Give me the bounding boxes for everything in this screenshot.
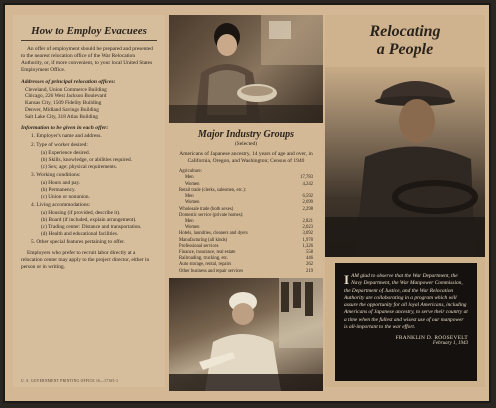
kitchen-photo-illustration (169, 15, 323, 123)
industry-row-label: Men (185, 218, 194, 224)
industry-row-value: 3,092 (302, 231, 313, 237)
industry-row-label: Hotels, laundries, cleaners and dyers (179, 231, 248, 237)
info-subitem: (b) Board (if included, explain arrangement). (41, 216, 137, 223)
roosevelt-quote (335, 263, 477, 381)
industry-row-label: Wholesale trade (both sexes) (179, 206, 234, 212)
industry-description: Americans of Japanese ancestry, 14 years of age and over, in California, Oregon, and Washington; Census of 1940 (179, 151, 313, 165)
info-heading: Information to be given in each offer: (21, 125, 109, 132)
industry-row-label: Domestic service (private homes): (179, 212, 244, 218)
industry-row-label: Women (185, 181, 200, 187)
industry-row-label: Agriculture: (179, 169, 202, 175)
quote-body: AM glad to observe that the War Department, the Navy Department, the War Manpower Commission, the Department of Justice, and the War Relocation Authority are collaborating in a program which will assure the opportunity for all loyal Americans, including Americans of Japanese ancestry, to serve their country at a time when the fullest and wisest use of our manpower is all-important to the war effort. (344, 273, 468, 331)
industry-row-value: 558 (305, 249, 313, 255)
cover-title-line2: a People (376, 41, 434, 59)
industry-row-label: Retail trade (clerks, salesmen, etc.): (179, 187, 247, 193)
closing-paragraph: Employers who prefer to recruit labor directly at a relocation center may apply to the project director, either in person or in writing. (21, 249, 150, 271)
info-subitem: (b) Permanency. (41, 186, 76, 193)
industry-row-value: 2,023 (302, 225, 313, 231)
left-panel (13, 15, 165, 387)
info-subitem: (a) Housing (if provided, describe it). (41, 209, 121, 216)
chef-photo (169, 278, 323, 391)
farmer-photo (325, 67, 485, 257)
industry-row-value: 1,326 (302, 243, 313, 249)
info-subitem: (b) Skills, knowledge, or abilities required. (41, 156, 132, 163)
info-subitem: (c) Sex; age; physical requirements. (41, 163, 118, 170)
kitchen-photo (169, 15, 323, 123)
quote-text (344, 273, 468, 331)
industry-row-label: Women (185, 225, 200, 231)
industry-row-value: 17,783 (300, 175, 313, 181)
address-item: Denver, Midland Savings Building (25, 107, 99, 114)
industry-row-value: 2,298 (302, 206, 313, 212)
cover-title (325, 23, 485, 60)
industry-row-label: Men (185, 175, 194, 181)
industry-row-label: Professional services (179, 243, 219, 249)
industry-row-label: Manufacturing (all kinds) (179, 237, 228, 243)
address-item: Kansas City, 1509 Fidelity Building (25, 100, 102, 107)
industry-row-value: 2,821 (302, 218, 313, 224)
industry-row-value: 4,242 (302, 181, 313, 187)
industry-row-label: Men (185, 194, 194, 200)
brochure (3, 3, 491, 403)
info-item: 2. Type of worker desired: (31, 141, 88, 148)
industry-row-value: 2,699 (302, 200, 313, 206)
industry-rows (179, 169, 313, 274)
info-item: 3. Working conditions: (31, 171, 81, 178)
address-item: Salt Lake City, 318 Atlas Building (25, 114, 98, 121)
industry-row-value: 446 (305, 256, 313, 262)
industry-row-value: 219 (305, 268, 313, 274)
addresses-heading: Addresses of principal relocation offices: (21, 78, 116, 85)
industry-row-value: 6,592 (302, 194, 313, 200)
divider (21, 40, 157, 41)
info-subitem: (c) Trading center: Distance and transportation. (41, 223, 142, 230)
industry-row-label: Auto storage, rental, repairs (179, 262, 232, 268)
info-subitem: (a) Hours and pay. (41, 179, 81, 186)
quote-dropcap: I (344, 272, 350, 287)
info-item: 4. Living accommodations: (31, 201, 91, 208)
industry-title: Major Industry Groups (197, 129, 295, 140)
middle-panel (169, 15, 323, 387)
employ-heading: How to Employ Evacuees (31, 25, 147, 37)
info-subitem: (a) Experience desired. (41, 149, 90, 156)
farmer-photo-illustration (325, 67, 485, 257)
address-item: Cleveland, Union Commerce Building (25, 86, 107, 93)
printing-office-line: U. S. GOVERNMENT PRINTING OFFICE 16—17165-1 (21, 379, 119, 383)
address-item: Chicago, 226 West Jackson Boulevard (25, 93, 107, 100)
industry-row (179, 269, 313, 275)
industry-row-label: Other business and repair services (179, 268, 244, 274)
industry-row-value: 1,978 (302, 237, 313, 243)
right-panel (325, 15, 485, 387)
intro-paragraph: An offer of employment should be prepared and presented to the nearest relocation office of the War Relocation Authority, or, if more convenient, to your local United States Employment Office. (21, 46, 153, 74)
industry-row-label: Railroading, trucking, etc. (179, 256, 229, 262)
info-list (21, 133, 157, 245)
industry-row-value: 262 (305, 262, 313, 268)
info-item: 1. Employer's name and address. (31, 133, 102, 140)
info-subitem: (d) Health and educational facilities. (41, 230, 119, 237)
quote-signature: FRANKLIN D. ROOSEVELT (395, 335, 468, 342)
industry-row-label: Finance, insurance, real estate (179, 249, 236, 255)
address-list (21, 87, 157, 122)
chef-photo-illustration (169, 278, 323, 391)
info-item: 5. Other special features pertaining to offer. (31, 238, 125, 245)
industry-subtitle: (Selected) (234, 141, 258, 147)
quote-date: February 1, 1943 (432, 341, 468, 347)
info-subitem: (c) Union or nonunion. (41, 193, 90, 200)
industry-table (169, 123, 323, 278)
industry-row-label: Women (185, 200, 200, 206)
cover-title-line1: Relocating (369, 23, 441, 40)
